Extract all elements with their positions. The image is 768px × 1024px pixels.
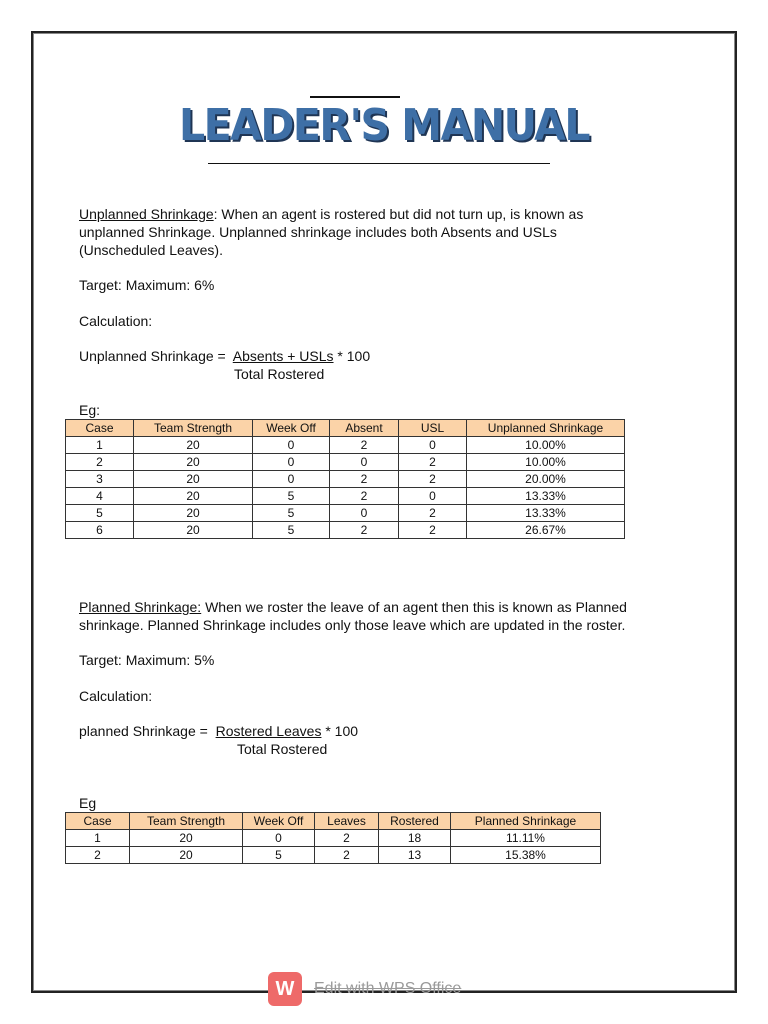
header-team-strength: Team Strength: [130, 813, 243, 830]
planned-target: Target: Maximum: 5%: [79, 652, 215, 668]
unplanned-example-label: Eg:: [79, 402, 101, 418]
cell-case: 6: [66, 522, 134, 539]
planned-formula-numerator: Rostered Leaves: [215, 723, 322, 739]
header-absent: Absent: [330, 420, 399, 437]
header-week-off: Week Off: [243, 813, 315, 830]
cell-case: 2: [66, 454, 134, 471]
planned-formula: [79, 722, 358, 740]
cell-usl: 2: [399, 505, 467, 522]
cell-usl: 0: [399, 488, 467, 505]
cell-week-off: 5: [253, 488, 330, 505]
cell-absent: 2: [330, 437, 399, 454]
cell-absent: 2: [330, 488, 399, 505]
unplanned-term: Unplanned Shrinkage: [79, 206, 214, 222]
cell-week-off: 0: [253, 454, 330, 471]
planned-formula-multiplier: * 100: [325, 723, 359, 739]
planned-definition-line-1: When we roster the leave of an agent then this is known as Planned: [201, 599, 627, 615]
cell-usl: 0: [399, 437, 467, 454]
table-row: [66, 437, 625, 454]
cell-team-strength: 20: [134, 471, 253, 488]
cell-team-strength: 20: [134, 437, 253, 454]
cell-team-strength: 20: [134, 505, 253, 522]
unplanned-definition-line-2: unplanned Shrinkage. Unplanned shrinkage includes both Absents and USLs: [79, 224, 557, 240]
table-row: [66, 830, 601, 847]
cell-unplanned-shrinkage: 10.00%: [467, 437, 625, 454]
cell-week-off: 5: [253, 505, 330, 522]
cell-unplanned-shrinkage: 10.00%: [467, 454, 625, 471]
unplanned-formula-numerator: Absents + USLs: [232, 348, 334, 364]
planned-formula-denominator: Total Rostered: [237, 741, 328, 757]
cell-usl: 2: [399, 471, 467, 488]
cell-team-strength: 20: [130, 830, 243, 847]
unplanned-formula-denominator: Total Rostered: [234, 366, 325, 382]
cell-leaves: 2: [315, 847, 379, 864]
table-header-row: [66, 813, 601, 830]
table-row: [66, 488, 625, 505]
cell-week-off: 5: [243, 847, 315, 864]
table-header-row: [66, 420, 625, 437]
cell-absent: 2: [330, 522, 399, 539]
header-rostered: Rostered: [379, 813, 451, 830]
cell-rostered: 13: [379, 847, 451, 864]
planned-calculation-label: Calculation:: [79, 688, 153, 704]
cell-absent: 2: [330, 471, 399, 488]
cell-team-strength: 20: [134, 454, 253, 471]
unplanned-table: [65, 419, 625, 539]
table-row: [66, 471, 625, 488]
cell-rostered: 18: [379, 830, 451, 847]
cell-team-strength: 20: [134, 488, 253, 505]
cell-team-strength: 20: [134, 522, 253, 539]
unplanned-formula-multiplier: * 100: [337, 348, 371, 364]
cell-case: 2: [66, 847, 130, 864]
cell-unplanned-shrinkage: 20.00%: [467, 471, 625, 488]
planned-example-label: Eg: [79, 795, 97, 811]
table-row: [66, 522, 625, 539]
title-bottom-rule: [208, 163, 550, 164]
title-top-rule: [310, 96, 400, 98]
unplanned-formula-label: Unplanned Shrinkage =: [79, 348, 226, 364]
wps-logo-icon: W: [268, 972, 302, 1006]
edit-with-wps-button[interactable]: [268, 972, 461, 1006]
unplanned-formula: [79, 347, 370, 365]
unplanned-definition-line-1: : When an agent is rostered but did not turn up, is known as: [213, 206, 584, 222]
cell-case: 5: [66, 505, 134, 522]
header-usl: USL: [399, 420, 467, 437]
cell-week-off: 0: [253, 471, 330, 488]
planned-definition: [79, 598, 679, 634]
cell-team-strength: 20: [130, 847, 243, 864]
cell-week-off: 0: [253, 437, 330, 454]
table-row: [66, 505, 625, 522]
unplanned-definition-line-3: (Unscheduled Leaves).: [79, 242, 223, 258]
header-case: Case: [66, 420, 134, 437]
table-row: [66, 454, 625, 471]
planned-table: [65, 812, 601, 864]
cell-usl: 2: [399, 454, 467, 471]
unplanned-target: Target: Maximum: 6%: [79, 277, 215, 293]
planned-formula-label: planned Shrinkage =: [79, 723, 208, 739]
cell-usl: 2: [399, 522, 467, 539]
planned-term: Planned Shrinkage:: [79, 599, 202, 615]
cell-unplanned-shrinkage: 13.33%: [467, 505, 625, 522]
header-team-strength: Team Strength: [134, 420, 253, 437]
cell-case: 1: [66, 437, 134, 454]
cell-case: 1: [66, 830, 130, 847]
header-case: Case: [66, 813, 130, 830]
header-planned-shrinkage: Planned Shrinkage: [451, 813, 601, 830]
header-week-off: Week Off: [253, 420, 330, 437]
cell-planned-shrinkage: 15.38%: [451, 847, 601, 864]
cell-planned-shrinkage: 11.11%: [451, 830, 601, 847]
cell-leaves: 2: [315, 830, 379, 847]
planned-definition-line-2: shrinkage. Planned Shrinkage includes only those leave which are updated in the roster.: [79, 617, 626, 633]
cell-absent: 0: [330, 454, 399, 471]
header-leaves: Leaves: [315, 813, 379, 830]
document-title: LEADER'S MANUAL: [178, 99, 590, 151]
header-unplanned-shrinkage: Unplanned Shrinkage: [467, 420, 625, 437]
cell-unplanned-shrinkage: 13.33%: [467, 488, 625, 505]
unplanned-definition: [79, 205, 679, 259]
table-row: [66, 847, 601, 864]
cell-week-off: 0: [243, 830, 315, 847]
cell-unplanned-shrinkage: 26.67%: [467, 522, 625, 539]
cell-week-off: 5: [253, 522, 330, 539]
cell-case: 3: [66, 471, 134, 488]
unplanned-calculation-label: Calculation:: [79, 313, 153, 329]
cell-absent: 0: [330, 505, 399, 522]
wps-edit-label: Edit with WPS Office: [314, 980, 462, 997]
cell-case: 4: [66, 488, 134, 505]
